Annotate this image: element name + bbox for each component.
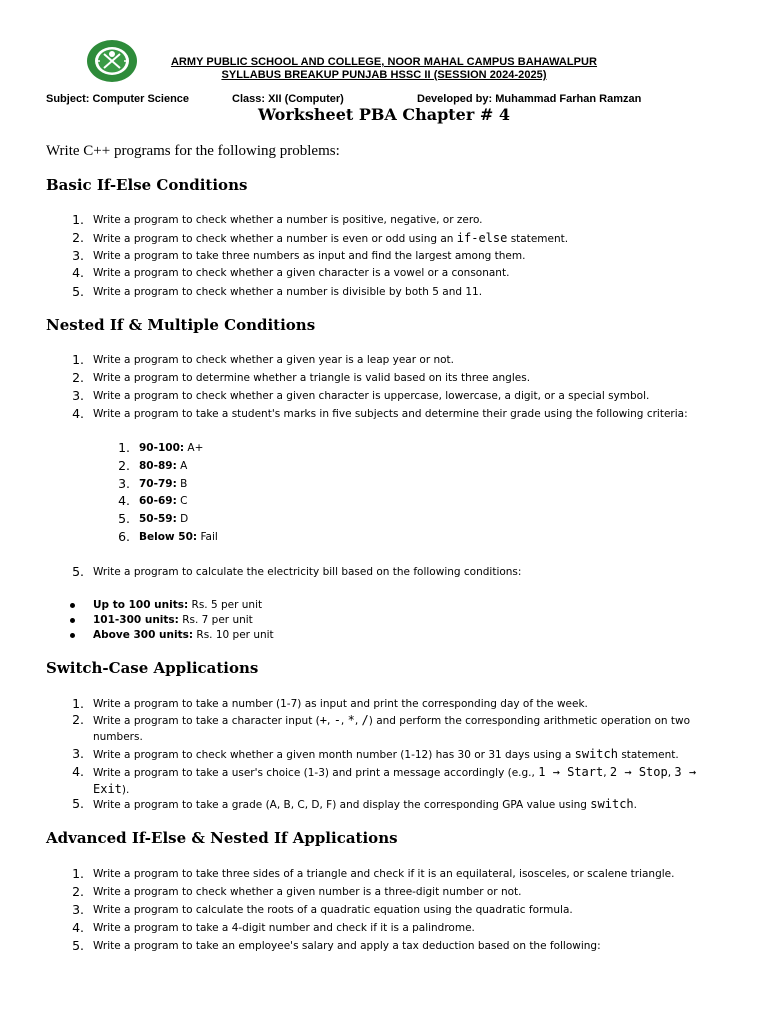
item-text: Write a program to take an employee's salary and apply a tax deduction based on the following: — [93, 940, 601, 952]
item-number: 3. — [72, 746, 84, 761]
bullet-icon — [70, 603, 75, 608]
code-snippet: if-else — [456, 231, 508, 245]
grade-range: 50-59: — [139, 513, 177, 525]
item-text: Write a program to check whether a given character is uppercase, lowercase, a digit, or a special symbol. — [93, 390, 650, 402]
developer-label: Developed by: Muhammad Farhan Ramzan — [417, 93, 642, 105]
item-number: 4. — [72, 406, 84, 421]
item-text: Write a program to check whether a given year is a leap year or not. — [93, 354, 455, 366]
item-number: 2. — [72, 712, 84, 727]
grade-range: Below 50: — [139, 531, 198, 543]
item-text: Write a program to take three sides of a triangle and check if it is an equilateral, isosceles, or scalene triangle. — [93, 868, 675, 880]
item-number: 3. — [72, 248, 84, 263]
item-text: Write a program to take three numbers as input and find the largest among them. — [93, 250, 526, 262]
item-text: Write a program to take a grade (A, B, C, D, F) and display the corresponding GPA value using switch. — [93, 797, 637, 811]
grade-value: B — [176, 478, 188, 490]
grade-range: 60-69: — [139, 495, 177, 507]
item-text: Write a program to calculate the roots of a quadratic equation using the quadratic formula. — [93, 904, 573, 916]
page-title: Worksheet PBA Chapter # 4 — [258, 105, 510, 124]
grade-value: A+ — [184, 442, 204, 454]
item-text: Write a program to check whether a number is even or odd using an if-else statement. — [93, 231, 569, 245]
worksheet-page: ARMY PUBLIC SCHOOL AND COLLEGE, NOOR MAHAL CAMPUS BAHAWALPUR SYLLABUS BREAKUP PUNJAB HSSC II (SESSION 2024-2025) Subject: Computer Science Class: XII (Computer) Developed by: Muhammad Farhan Ramzan Worksheet PBA Chapter # 4 Write C++ programs for the following problems: Basic If-Else Conditions 1. Write a program to check whether a number is positive, negative, or zero. 2. Write a program to check whether a number is even or odd using an if-else statement. 3. Write a program to take three numbers as input and find the largest among them. 4. Write a program to check whether a given character is a vowel or a consonant. 5. Write a program to check whether a number is divisible by both 5 and 11. Nested If & Multiple Conditions 1. Write a program to check whether a given year is a leap year or not. 2. Write a program to determine whether a triangle is valid based on its three angles. 3. Write a program to check whether a given character is uppercase, lowercase, a digit, or a special symbol. 4. Write a program to take a student's marks in five subjects and determine their grade using the following criteria: 1. 90-100: A+ 2. 80-89: A 3. 70-79: B 4. 60-69: C 5. 50-59: D 6. Below 50: Fail 5. Write a program to calculate the electricity bill based on the following conditions: Up to 100 units: Rs. 5 per unit 101-300 units: Rs. 7 per unit Above 300 units: Rs. 10 per unit Switch-Case Applications 1. Write a program to take a number (1-7) as input and print the corresponding day of the week. 2. Write a program to take a character input (+, -, *, /) and perform the corresponding arithmetic operation on two numbers. 3. Write a program to check whether a given month number (1-12) has 30 or 31 days using a switch statement. 4. Write a program to take a user's choice (1-3) and print a message accordingly (e.g., 1 → Start, 2 → Stop, 3 → Exit). 5. Write a program to take a grade (A, B, C, D, F) and display the corresponding GPA value using switch. Advanced If-Else & Nested If Applications 1. Write a program to take three sides of a triangle and check if it is an equilateral, isosceles, or scalene triangle. 2. Write a program to check whether a given number is a three-digit number or not. 3. Write a program to calculate the roots of a quadratic equation using the quadratic formula. 4. Write a program to take a 4-digit number and check if it is a palindrome. 5. Write a program to take an employee's salary and apply a tax deduction based on the following: — [0, 0, 768, 1024]
item-number: 1. — [72, 696, 84, 711]
item-text: Write a program to check whether a number is divisible by both 5 and 11. — [93, 286, 483, 298]
section-heading-basic: Basic If-Else Conditions — [46, 176, 248, 194]
grade-range: 80-89: — [139, 460, 177, 472]
section-heading-advanced: Advanced If-Else & Nested If Applications — [46, 829, 398, 847]
item-text: Write a program to check whether a given month number (1-12) has 30 or 31 days using a switch statement. — [93, 747, 679, 761]
item-number: 5. — [72, 564, 84, 579]
item-number: 2. — [72, 230, 84, 245]
item-number: 1. — [72, 866, 84, 881]
item-number: 1. — [72, 212, 84, 227]
item-text: Write a program to take a user's choice (1-3) and print a message accordingly (e.g., 1 → Start, 2 → Stop, 3 → Exit). — [93, 765, 697, 796]
syllabus-line: SYLLABUS BREAKUP PUNJAB HSSC II (SESSION 2024-2025) — [221, 69, 547, 81]
item-text: Write a program to calculate the electricity bill based on the following conditions: — [93, 566, 522, 578]
item-number: 5. — [72, 938, 84, 953]
subject-label: Subject: Computer Science — [46, 93, 190, 105]
item-number: 4. — [72, 920, 84, 935]
item-number: 1. — [72, 352, 84, 367]
item-text: Write a program to check whether a number is positive, negative, or zero. — [93, 214, 483, 226]
grade-value: D — [176, 513, 189, 525]
item-number: 3. — [72, 388, 84, 403]
section-heading-nested: Nested If & Multiple Conditions — [46, 316, 316, 334]
item-text: Write a program to check whether a given number is a three-digit number or not. — [93, 886, 522, 898]
class-label: Class: XII (Computer) — [232, 93, 344, 105]
bullet-icon — [70, 618, 75, 623]
item-number: 5. — [72, 284, 84, 299]
item-number: 2. — [72, 884, 84, 899]
code-snippet: switch — [590, 797, 634, 811]
grade-range: 70-79: — [139, 478, 177, 490]
item-number: 5. — [72, 796, 84, 811]
item-text: Write a program to take a number (1-7) as input and print the corresponding day of the week. — [93, 698, 588, 710]
intro-text: Write C++ programs for the following problems: — [46, 143, 340, 159]
item-number: 4. — [72, 764, 84, 779]
item-text: Write a program to determine whether a triangle is valid based on its three angles. — [93, 372, 531, 384]
item-text: Write a program to take a 4-digit number and check if it is a palindrome. — [93, 922, 475, 934]
grade-range: 90-100: — [139, 442, 185, 454]
section-heading-switch: Switch-Case Applications — [46, 659, 259, 677]
grade-value: A — [176, 460, 188, 472]
item-text: Write a program to take a character input (+, -, *, /) and perform the corresponding arithmetic operation on two numbers. — [93, 713, 691, 743]
item-number: 2. — [72, 370, 84, 385]
grade-value: Fail — [197, 531, 218, 543]
item-number: 4. — [72, 265, 84, 280]
bullet-icon — [70, 633, 75, 638]
item-number: 3. — [72, 902, 84, 917]
item-text: Write a program to check whether a given character is a vowel or a consonant. — [93, 267, 510, 279]
school-name: ARMY PUBLIC SCHOOL AND COLLEGE, NOOR MAHAL CAMPUS BAHAWALPUR — [170, 56, 598, 68]
code-snippet: switch — [574, 747, 618, 761]
item-text: Write a program to take a student's marks in five subjects and determine their grade using the following criteria: — [93, 408, 688, 420]
grade-value: C — [176, 495, 188, 507]
